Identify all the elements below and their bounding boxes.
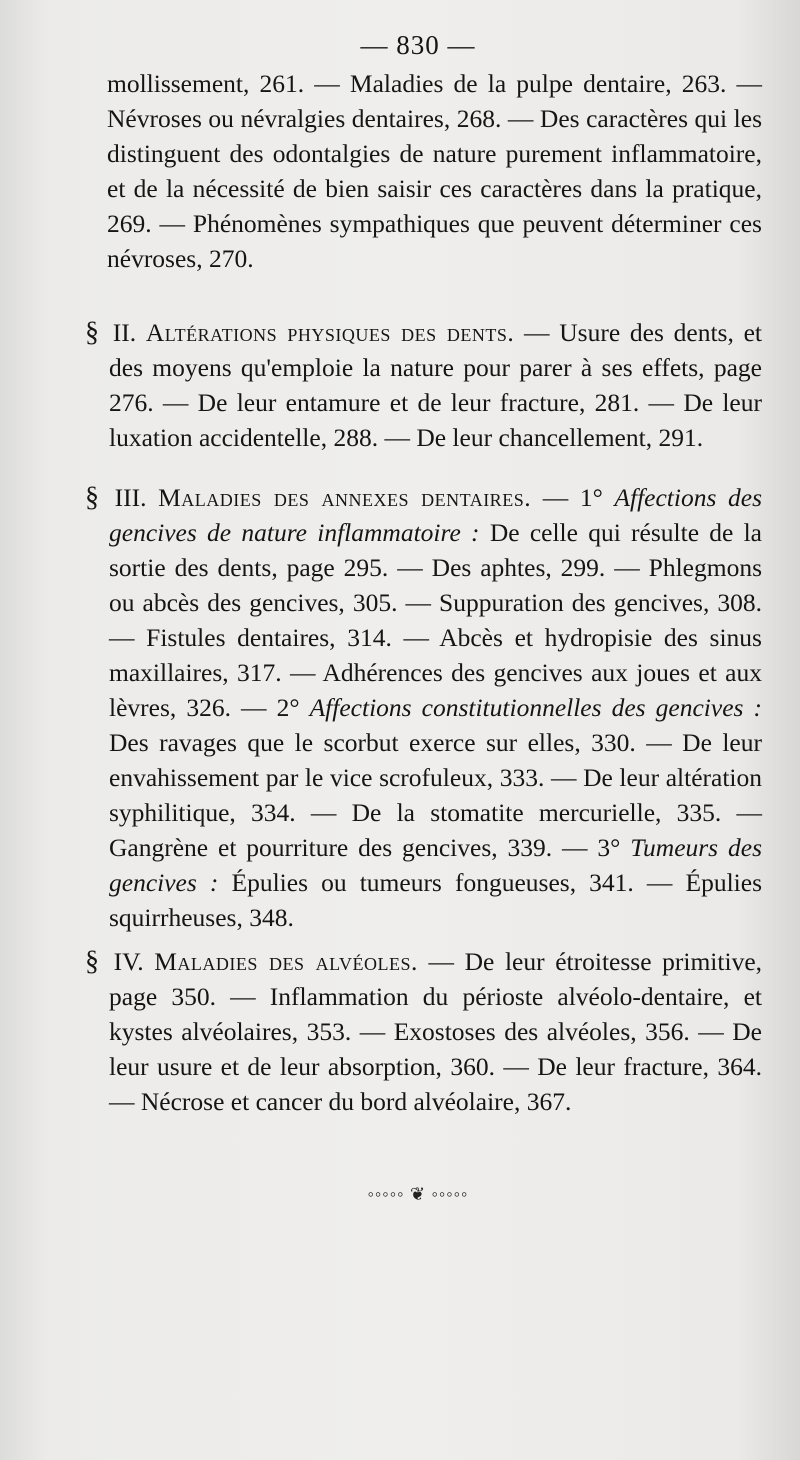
section-text: — 1° bbox=[542, 483, 603, 512]
page-number: — 830 — bbox=[360, 30, 476, 60]
continuation-paragraph: mollissement, 261. — Maladies de la pulpe dentaire, 263. — Névroses ou névralgies dentaires, 268. — Des caractères qui les distinguent des odontalgies de nature purement inflammatoire, et de la nécessité de bien saisir ces caractères dans la pratique, 269. — Phénomènes sympathiques que peuvent déterminer ces névroses, 270. bbox=[107, 69, 762, 273]
section-symbol: § bbox=[85, 482, 99, 513]
section-text: Épulies ou tumeurs fongueuses, 341. — Épulies squirrheuses, 348. bbox=[109, 868, 762, 932]
section-heading: Maladies des annexes dentaires. bbox=[158, 483, 532, 512]
section-ii bbox=[85, 315, 762, 455]
section-iii bbox=[85, 480, 762, 935]
end-ornament bbox=[0, 1184, 800, 1205]
section-number: III. bbox=[114, 483, 147, 512]
italic-subheading: Affections constitutionnelles des gencives : bbox=[309, 693, 763, 722]
section-symbol: § bbox=[85, 317, 99, 348]
section-symbol: § bbox=[85, 946, 99, 977]
section-number: IV. bbox=[113, 947, 144, 976]
section-number: II. bbox=[112, 318, 137, 347]
section-heading: Maladies des alvéoles. bbox=[154, 947, 418, 976]
ornament-glyphs: ◦◦◦◦◦ ❦ ◦◦◦◦◦ bbox=[367, 1184, 469, 1204]
section-text: Des ravages que le scorbut exerce sur elles, 330. — De leur envahissement par le vice scrofuleux, 333. — De leur altération syphilitique, 334. — De la stomatite mercurielle, 335. — Gangrène et pourriture des gencives, 339. — 3° bbox=[109, 728, 762, 862]
section-iv bbox=[85, 944, 762, 1119]
section-text: — De leur étroitesse primitive, page 350. — Inflammation du périoste alvéolo-dentaire, et kystes alvéolaires, 353. — Exostoses des alvéoles, 356. — De leur usure et de leur absorption, 360. — De leur fracture, 364. — Nécrose et cancer du bord alvéolaire, 367. bbox=[109, 947, 763, 1116]
section-heading: Altérations physiques des dents. bbox=[145, 318, 515, 347]
italic-subheading: Tumeurs des gencives : bbox=[109, 833, 762, 897]
italic-subheading: Affections des gencives de nature inflammatoire : bbox=[109, 483, 762, 547]
section-text: — Usure des dents, et des moyens qu'emploie la nature pour parer à ses effets, page 276. — De leur entamure et de leur fracture, 281. — De leur luxation accidentelle, 288. — De leur chancellement, 291. bbox=[109, 318, 763, 452]
section-text: De celle qui résulte de la sortie des dents, page 295. — Des aphtes, 299. — Phlegmons ou abcès des gencives, 305. — Suppuration des gencives, 308. — Fistules dentaires, 314. — Abcès et hydropisie des sinus maxillaires, 317. — Adhérences des gencives aux joues et aux lèvres, 326. — 2° bbox=[109, 518, 763, 722]
